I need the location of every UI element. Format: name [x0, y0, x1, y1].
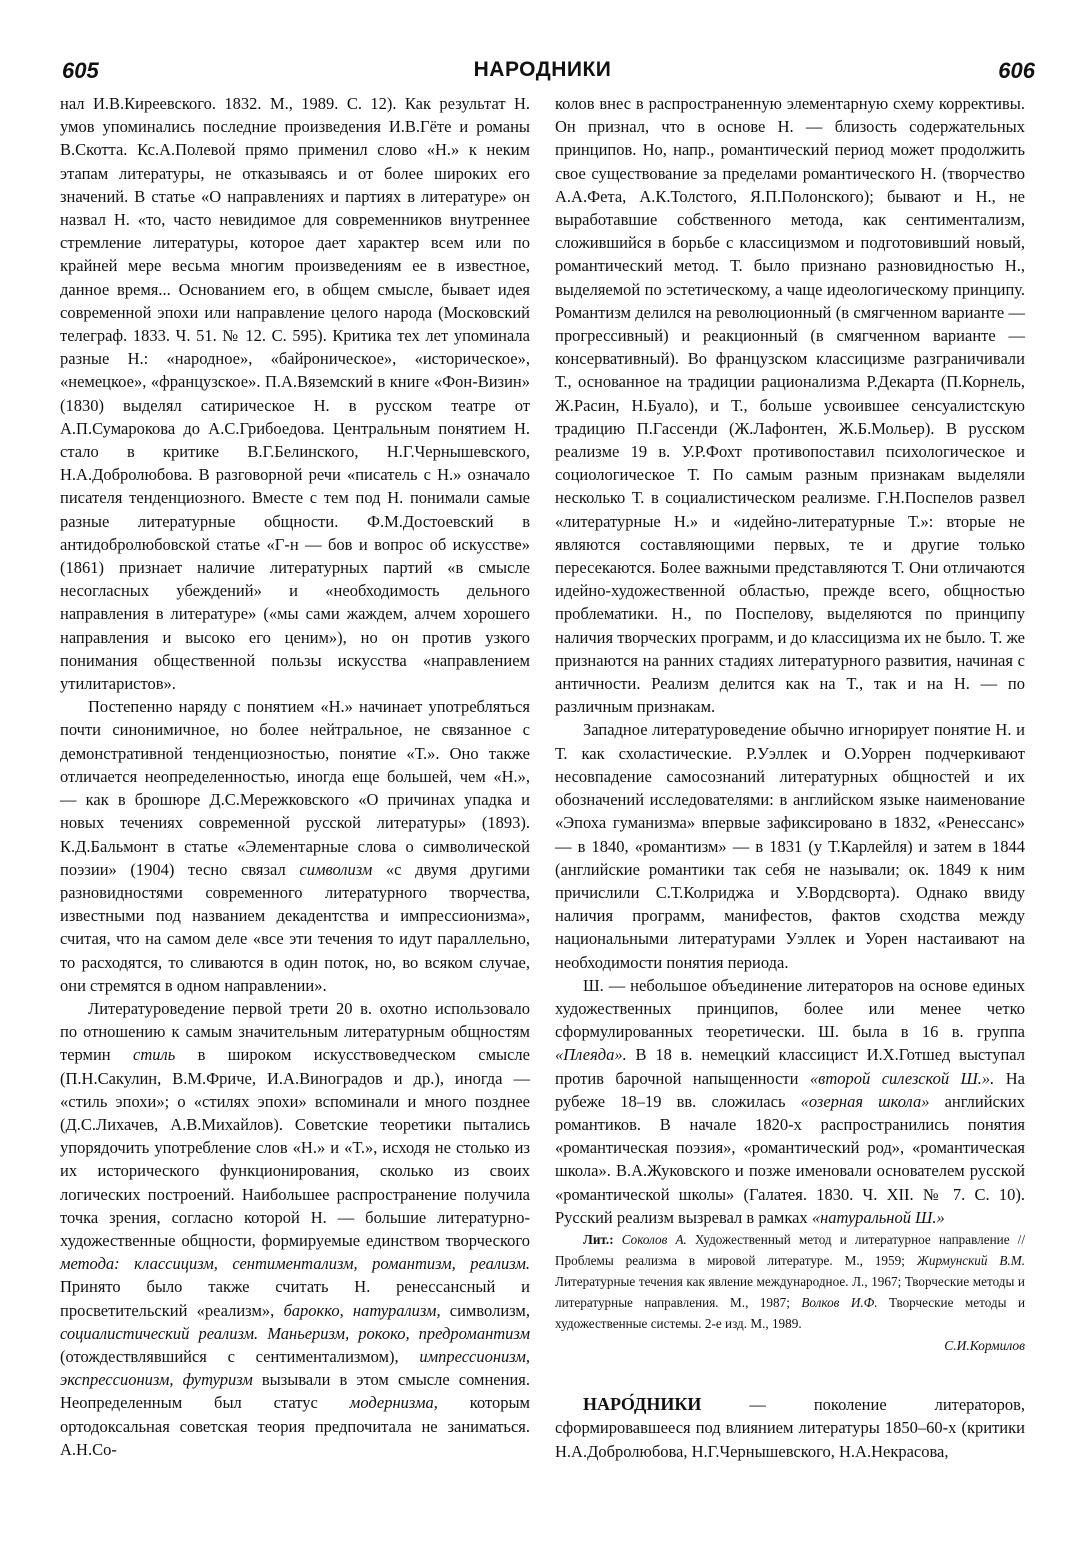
paragraph: колов внес в распространенную элементарную схему коррективы. Он признал, что в основе Н. — близость содержательных принципов. Но, напр., романтический период может продолжить свое существование за пределами романтического Н. (творчество А.А.Фета, А.К.Толстого, Я.П.Полонского); бывают и Н., не выработавшие собственного метода, как сентиментализм, сложившийся в борьбе с классицизмом и подготовивший новый, романтический метод. Т. было признано разновидностью Н., выделяемой по эстетическому, а чаще идеологическому принципу. Романтизм делился на революционный (в смягченном варианте — прогрессивный) и реакционный (в смягченном варианте — консервативный). Во французском классицизме разграничивали Т., основанное на традиции рационализма Р.Декарта (П.Корнель, Ж.Расин, Н.Буало), и Т., больше усвоившее сенсуалистскую традицию П.Гассенди (Ж.Лафонтен, Ж.Б.Мольер). В русском реализме 19 в. У.Р.Фохт противопоставил психологическое и социологическое Т. По самым разным признакам выделяли несколько Т. в социалистическом реализме. Г.Н.Поспелов развел «литературные Н.» и «идейно-литературные Т.»: вторые не являются составляющими первых, те и другие только пересекаются. Более важными представляются Т. Они отличаются идейно-художественной областью, прежде всего, общностью проблематики. Н., по Поспелову, выделяются по принципу наличия творческих программ, и до классицизма их не было. Т. же признаются на ранних стадиях литературного развития, начиная с античности. Реализм делится как на Т., так и на Н. — по различным признакам. — [555, 94, 1025, 717]
page-header — [0, 58, 1085, 90]
author-signature: С.И.Кормилов — [944, 1337, 1025, 1353]
paragraph: Ш. — небольшое объединение литераторов на основе единых художественных принципов, более или менее четко сформулированных теоретически. Ш. была в 16 в. группа «Плеяда». В 18 в. немецкий классицист И.Х.Готшед выступал против барочной напыщенности «второй силезской Ш.». На рубеже 18–19 вв. сложилась «озерная школа» английских романтиков. В начале 1820-х распространились понятия «романтическая поэзия», «романтический род», «романтическая школа». В.А.Жуковского и позже именовали основателем русской «романтической школы» (Галатея. 1830. Ч. XII. № 7. С. 10). Русский реализм вызревал в рамках «натуральной Ш.» — [555, 975, 1025, 1227]
paragraph: Постепенно наряду с понятием «Н.» начинает употребляться почти синонимичное, но более нейтральное, не связанное с демонстративной тенденциозностью, понятие «Т.». Оно также отличается неопределенностью, иногда еще большей, чем «Н.», — как в брошюре Д.С.Мережковского «О причинах упадка и новых течениях современной русской литературы» (1893). К.Д.Бальмонт в статье «Элементарные слова о символической поэзии» (1904) тесно связал символизм «с двумя другими разновидностями современного литературного творчества, известными под названием декадентства и импрессионизма», считая, что на самом деле «все эти течения то идут параллельно, то расходятся, то сливаются в один поток, но, во всяком случае, они стремятся в одном направлении». — [60, 697, 530, 995]
bibliography: Лит.: Соколов А. Художественный метод и литературное направление // Проблемы реализма в мировой литературе. М., 1959; Жирмунский В.М. Литературные течения как явление международное. Л., 1967; Творческие методы и литературные направления. М., 1987; Волков И.Ф. Творческие методы и художественные системы. 2-е изд. М., 1989. — [555, 1231, 1026, 1331]
paragraph: Западное литературоведение обычно игнорирует понятие Н. и Т. как схоластические. Р.Уэллек и О.Уоррен подчеркивают несовпадение самосознаний литературных общностей и их обозначений исследователями: в английском языке наименование «Эпоха гуманизма» впервые зафиксировано в 1832, «Ренессанс» — в 1840, «романтизм» — в 1831 (у Т.Карлейля) и затем в 1844 (английские романтики так себя не называли; ок. 1849 к ним причислили С.Т.Колриджа и У.Вордсворта). Однако ввиду наличия программ, манифестов, фактов сходства между национальными литературами Уэллек и Уорен настаивают на необходимости понятия периода. — [555, 720, 1025, 972]
left-column — [60, 92, 530, 1461]
running-title: НАРОДНИКИ — [473, 58, 612, 81]
entry-headword: НАРО́ДНИКИ — [583, 1394, 702, 1415]
page-number-left: 605 — [62, 58, 99, 83]
right-column — [555, 92, 1025, 1463]
paragraph: Литературоведение первой трети 20 в. охотно использовало по отношению к самым значительным литературным общностям термин стиль в широком искусствоведческом смысле (П.Н.Сакулин, В.М.Фриче, И.А.Виноградов и др.), иногда — «стиль эпохи»; о «стилях эпохи» вспоминали и много позднее (Д.С.Лихачев, А.В.Михайлов). Советские теоретики пытались упорядочить употребление слов «Н.» и «Т.», исходя не столько из их исторического функционирования, сколько из своих логических построений. Наибольшее распространение получила точка зрения, согласно которой Н. — большие литературно-художественные общности, формируемые единством творческого метода: классицизм, сентиментализм, романтизм, реализм. Принято было также считать Н. ренессансный и просветительский «реализм», барокко, натурализм, символизм, социалистический реализм. Маньеризм, рококо, предромантизм (отождествлявшийся с сентиментализмом), импрессионизм, экспрессионизм, футуризм вызывали в этом смысле сомнения. Неопределенным был статус модернизма, которым ортодоксальная советская теория предпочитала не заниматься. А.Н.Со- — [60, 998, 531, 1459]
entry-start: НАРО́ДНИКИ — поколение литераторов, сформировавшееся под влиянием литературы 1850–60-х (критики Н.А.Добролюбова, Н.Г.Чернышевского, Н.А.Некрасова, — [555, 1394, 1025, 1461]
page-number-right: 606 — [998, 58, 1035, 83]
paragraph: нал И.В.Киреевского. 1832. М., 1989. С. 12). Как результат Н. умов упоминались последние произведения И.В.Гёте и романы В.Скотта. Кс.А.Полевой прямо применил слово «Н.» к неким этапам литературы, не отказываясь и от более широких его значений. В статье «О направлениях и партиях в литературе» он назвал Н. «то, часто невидимое для современников внутреннее стремление литературы, которое дает характер всем или по крайней мере весьма многим произведениям ее в известное, данное время... Основанием его, в общем смысле, бывает идея современной эпохи или направление целого народа (Московский телеграф. 1833. Ч. 51. № 12. С. 595). Критика тех лет упоминала разные Н.: «народное», «байроническое», «историческое», «немецкое», «французское». П.А.Вяземский в книге «Фон-Визин» (1830) выделял сатирическое Н. в русском театре от А.П.Сумарокова до А.С.Грибоедова. Центральным понятием Н. стало в критике В.Г.Белинского, Н.Г.Чернышевского, Н.А.Добролюбова. В разговорной речи «писатель с Н.» означало писателя тенденциозного. Вместе с тем под Н. понимали самые разные литературные общности. Ф.М.Достоевский в антидобролюбовской статье «Г-н — бов и вопрос об искусстве» (1861) признает наличие литературных партий «в смысле несогласных убеждений» и «необходимость дельного направления в литературе» («мы сами жаждем, алчем хорошего направления и высоко его ценим»), но он против узкого понимания общественной пользы искусства «направлением утилитаристов». — [60, 94, 530, 694]
